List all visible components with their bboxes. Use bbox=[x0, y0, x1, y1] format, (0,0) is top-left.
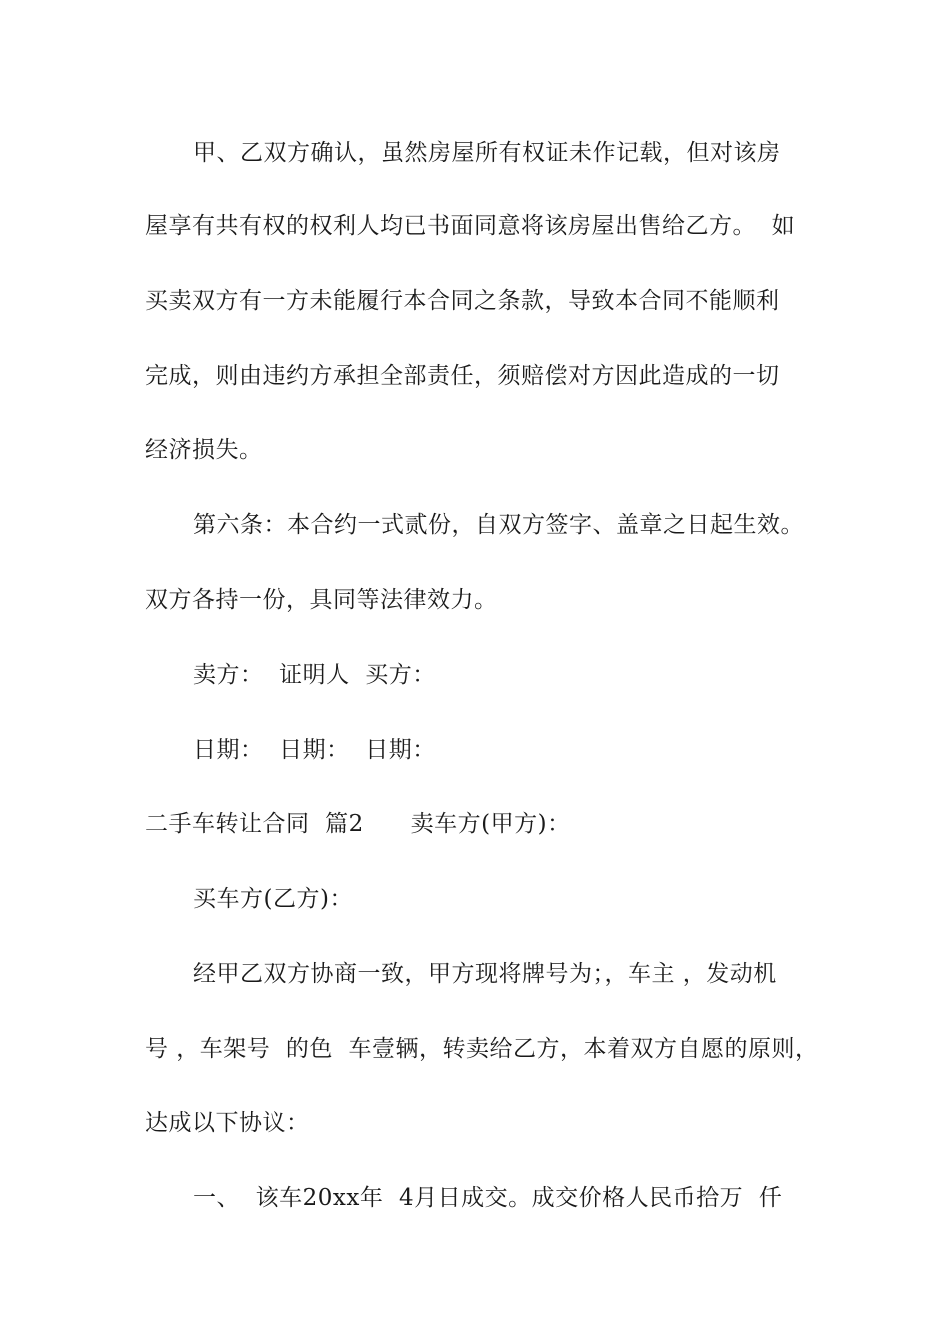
signature-dates-line: 日期： 日期： 日期： bbox=[193, 737, 436, 763]
article-six-line-1: 第六条：本合约一式贰份，自双方签字、盖章之日起生效。 bbox=[193, 512, 804, 538]
paragraph-line-2: 屋享有共有权的权利人均已书面同意将该房屋出售给乙方。 如 bbox=[145, 213, 796, 239]
paragraph-line-4: 完成，则由违约方承担全部责任，须赔偿对方因此造成的一切 bbox=[145, 363, 780, 389]
agreement-line-2: 号 ，车架号 的色 车壹辆，转卖给乙方，本着双方自愿的原则， bbox=[145, 1036, 819, 1062]
agreement-line-1: 经甲乙双方协商一致，甲方现将牌号为；，车主 ，发动机 bbox=[193, 961, 777, 987]
paragraph-line-1: 甲、乙双方确认，虽然房屋所有权证未作记载，但对该房 bbox=[193, 140, 781, 166]
paragraph-line-5: 经济损失。 bbox=[145, 437, 263, 463]
clause-one-line: 一、 该车20xx年 4月日成交。成交价格人民币拾万 仟 bbox=[193, 1185, 783, 1211]
contract-title-line: 二手车转让合同 篇2 卖车方(甲方)： bbox=[145, 811, 571, 837]
article-six-line-2: 双方各持一份，具同等法律效力。 bbox=[145, 587, 498, 613]
paragraph-line-3: 买卖双方有一方未能履行本合同之条款，导致本合同不能顺利 bbox=[145, 288, 780, 314]
signature-parties-line: 卖方： 证明人 买方： bbox=[193, 662, 436, 688]
buyer-line: 买车方(乙方)： bbox=[193, 886, 353, 912]
agreement-line-3: 达成以下协议： bbox=[145, 1110, 310, 1136]
